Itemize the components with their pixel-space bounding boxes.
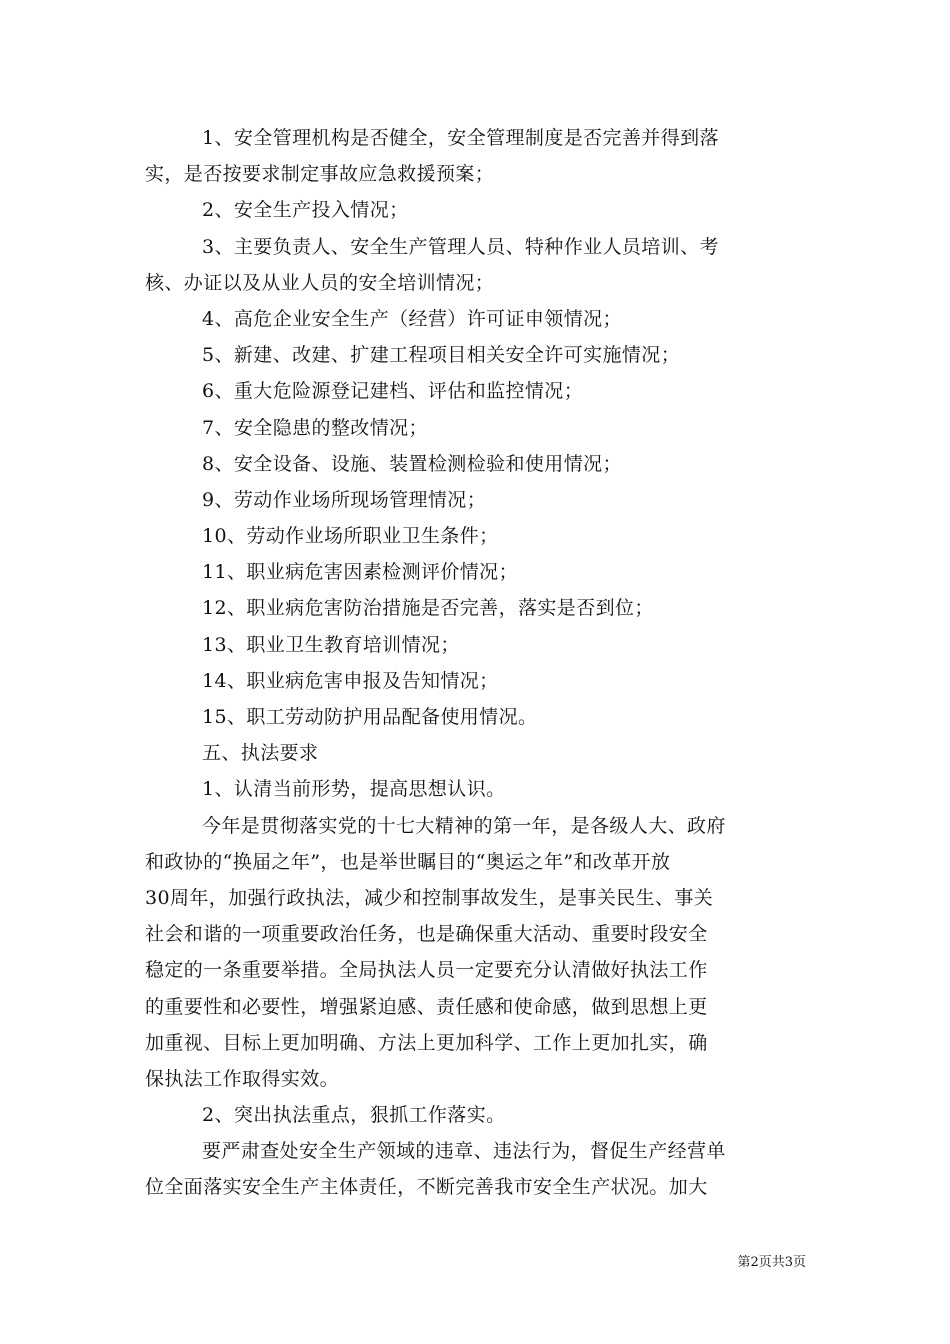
text-line: 今年是贯彻落实党的十七大精神的第一年，是各级人大、政府: [202, 814, 726, 837]
text-line: 6、重大危险源登记建档、评估和监控情况；: [202, 380, 584, 403]
text-line: 8、安全设备、设施、装置检测检验和使用情况；: [202, 452, 622, 475]
text-line: 要严肃查处安全生产领域的违章、违法行为，督促生产经营单: [202, 1140, 726, 1163]
text-line: 15、职工劳动防护用品配备使用情况。: [202, 706, 538, 728]
text-line: 1、安全管理机构是否健全，安全管理制度是否完善并得到落: [202, 127, 719, 149]
text-line: 3、主要负责人、安全生产管理人员、特种作业人员培训、考: [202, 235, 719, 258]
text-line: 和政协的“换届之年”，也是举世瞩目的“奥运之年”和改革开放: [145, 850, 671, 873]
page-footer: 第2页共3页: [737, 1255, 806, 1270]
text-line: 稳定的一条重要举措。全局执法人员一定要充分认清做好执法工作: [145, 959, 708, 982]
text-line: 核、办证以及从业人员的安全培训情况；: [145, 271, 495, 294]
text-line: 位全面落实安全生产主体责任，不断完善我市安全生产状况。加大: [145, 1176, 708, 1199]
document-body: [145, 120, 807, 1206]
text-line: 加重视、目标上更加明确、方法上更加科学、工作上更加扎实，确: [145, 1031, 708, 1054]
text-line: 的重要性和必要性，增强紧迫感、责任感和使命感，做到思想上更: [145, 995, 708, 1018]
text-line: 4、高危企业安全生产（经营）许可证申领情况；: [202, 307, 622, 330]
text-line: 9、劳动作业场所现场管理情况；: [202, 488, 487, 511]
text-line: 7、安全隐患的整改情况；: [202, 416, 428, 439]
text-line: 实，是否按要求制定事故应急救援预案；: [145, 163, 495, 186]
text-line: 10、劳动作业场所职业卫生条件；: [202, 525, 499, 548]
text-line: 2、突出执法重点，狠抓工作落实。: [202, 1104, 506, 1127]
text-line: 12、职业病危害防治措施是否完善，落实是否到位；: [202, 597, 654, 620]
text-line: 保执法工作取得实效。: [145, 1067, 340, 1090]
text-line: 11、职业病危害因素检测评价情况；: [202, 561, 518, 584]
text-line: 30周年，加强行政执法，减少和控制事故发生，是事关民生、事关: [145, 886, 714, 909]
text-line: 2、安全生产投入情况；: [202, 199, 409, 222]
text-line: 1、认清当前形势，提高思想认识。: [202, 778, 506, 801]
text-line: 13、职业卫生教育培训情况；: [202, 633, 460, 656]
text-line: 社会和谐的一项重要政治任务，也是确保重大活动、重要时段安全: [145, 923, 708, 946]
text-line: 五、执法要求: [202, 742, 319, 765]
text-line: 14、职业病危害申报及告知情况；: [202, 669, 499, 692]
text-line: 5、新建、改建、扩建工程项目相关安全许可实施情况；: [202, 344, 681, 367]
